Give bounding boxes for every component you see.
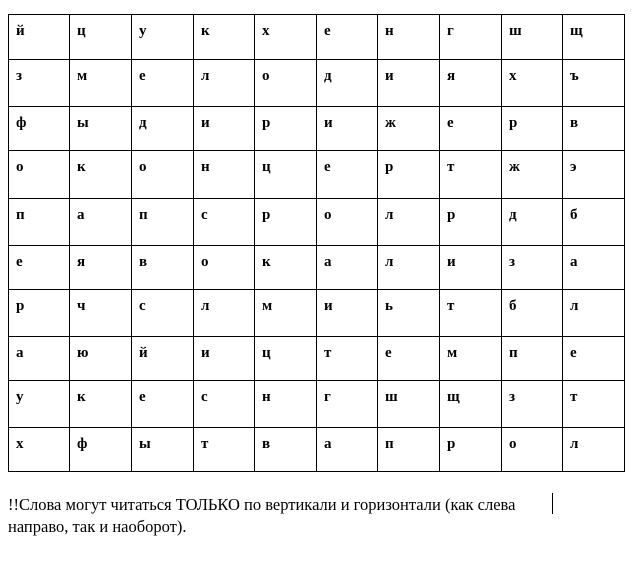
grid-letter: в bbox=[262, 436, 271, 452]
grid-letter: к bbox=[77, 159, 86, 175]
grid-cell bbox=[194, 337, 255, 381]
grid-letter: ф bbox=[16, 115, 27, 131]
grid-letter: я bbox=[77, 254, 86, 270]
grid-cell bbox=[132, 151, 194, 199]
grid-letter: р bbox=[262, 115, 271, 131]
grid-row bbox=[9, 199, 625, 246]
grid-letter: с bbox=[139, 298, 146, 314]
grid-cell bbox=[255, 60, 317, 107]
grid-row bbox=[9, 290, 625, 337]
grid-letter: к bbox=[201, 23, 210, 39]
grid-letter: ж bbox=[385, 115, 396, 131]
grid-letter: ш bbox=[385, 389, 398, 405]
grid-cell bbox=[563, 15, 625, 60]
grid-letter: т bbox=[324, 345, 332, 361]
grid-cell bbox=[378, 199, 440, 246]
grid-cell bbox=[194, 107, 255, 151]
grid-letter: п bbox=[509, 345, 518, 361]
grid-cell bbox=[440, 107, 502, 151]
grid-row bbox=[9, 337, 625, 381]
grid-cell bbox=[132, 290, 194, 337]
grid-letter: е bbox=[16, 254, 23, 270]
grid-letter: г bbox=[324, 389, 331, 405]
grid-letter: т bbox=[447, 159, 455, 175]
grid-cell bbox=[70, 60, 132, 107]
grid-letter: е bbox=[139, 68, 146, 84]
grid-cell bbox=[194, 151, 255, 199]
grid-letter: р bbox=[16, 298, 25, 314]
grid-letter: к bbox=[262, 254, 271, 270]
grid-letter: б bbox=[509, 298, 517, 314]
grid-letter: л bbox=[570, 298, 579, 314]
grid-letter: и bbox=[201, 345, 210, 361]
grid-cell bbox=[502, 246, 563, 290]
grid-letter: н bbox=[262, 389, 271, 405]
grid-letter: е bbox=[570, 345, 577, 361]
grid-letter: м bbox=[447, 345, 458, 361]
grid-row bbox=[9, 151, 625, 199]
grid-letter: а bbox=[570, 254, 578, 270]
grid-cell bbox=[9, 381, 70, 428]
grid-cell bbox=[132, 199, 194, 246]
grid-cell bbox=[502, 337, 563, 381]
grid-cell bbox=[378, 246, 440, 290]
grid-letter: ы bbox=[77, 115, 89, 131]
grid-cell bbox=[440, 60, 502, 107]
grid-letter: п bbox=[385, 436, 394, 452]
grid-cell bbox=[502, 151, 563, 199]
grid-letter: о bbox=[324, 207, 332, 223]
grid-cell bbox=[563, 428, 625, 472]
grid-cell bbox=[9, 60, 70, 107]
grid-letter: м bbox=[262, 298, 273, 314]
grid-letter: я bbox=[447, 68, 456, 84]
grid-letter: р bbox=[262, 207, 271, 223]
grid-cell bbox=[563, 337, 625, 381]
grid-cell bbox=[317, 337, 378, 381]
grid-cell bbox=[563, 381, 625, 428]
grid-letter: э bbox=[570, 159, 577, 175]
grid-cell bbox=[440, 15, 502, 60]
grid-cell bbox=[563, 60, 625, 107]
grid-cell bbox=[317, 428, 378, 472]
grid-cell bbox=[378, 151, 440, 199]
grid-letter: щ bbox=[570, 23, 583, 39]
grid-letter: п bbox=[16, 207, 25, 223]
grid-cell bbox=[317, 381, 378, 428]
grid-cell bbox=[132, 15, 194, 60]
grid-cell bbox=[378, 290, 440, 337]
grid-letter: х bbox=[16, 436, 24, 452]
grid-cell bbox=[70, 381, 132, 428]
grid-letter: т bbox=[201, 436, 209, 452]
grid-letter: а bbox=[324, 436, 332, 452]
grid-cell bbox=[255, 151, 317, 199]
instruction-note: !!Слова могут читаться ТОЛЬКО по вертикали и горизонтали (как слева направо, так и наоборот). bbox=[8, 495, 516, 536]
grid-cell bbox=[70, 199, 132, 246]
grid-letter: н bbox=[201, 159, 210, 175]
grid-letter: л bbox=[201, 298, 210, 314]
grid-cell bbox=[132, 107, 194, 151]
grid-cell bbox=[255, 337, 317, 381]
grid-letter: о bbox=[201, 254, 209, 270]
grid-letter: л bbox=[201, 68, 210, 84]
grid-cell bbox=[194, 15, 255, 60]
grid-letter: а bbox=[324, 254, 332, 270]
grid-letter: з bbox=[509, 254, 516, 270]
grid-letter: й bbox=[139, 345, 148, 361]
grid-letter: х bbox=[262, 23, 270, 39]
grid-letter: д bbox=[509, 207, 517, 223]
grid-cell bbox=[563, 290, 625, 337]
grid-cell bbox=[440, 428, 502, 472]
grid-cell bbox=[502, 428, 563, 472]
grid-letter: г bbox=[447, 23, 454, 39]
grid-letter: ы bbox=[139, 436, 151, 452]
grid-cell bbox=[9, 199, 70, 246]
grid-cell bbox=[502, 199, 563, 246]
grid-letter: ц bbox=[77, 23, 86, 39]
grid-cell bbox=[9, 151, 70, 199]
grid-letter: ю bbox=[77, 345, 89, 361]
grid-letter: м bbox=[77, 68, 88, 84]
grid-letter: щ bbox=[447, 389, 460, 405]
grid-cell bbox=[317, 199, 378, 246]
grid-letter: д bbox=[324, 68, 332, 84]
grid-letter: с bbox=[201, 389, 208, 405]
grid-cell bbox=[502, 107, 563, 151]
grid-row bbox=[9, 15, 625, 60]
grid-cell bbox=[440, 381, 502, 428]
grid-letter: е bbox=[139, 389, 146, 405]
grid-letter: е bbox=[324, 159, 331, 175]
grid-cell bbox=[317, 246, 378, 290]
grid-cell bbox=[9, 428, 70, 472]
grid-row bbox=[9, 428, 625, 472]
grid-cell bbox=[440, 290, 502, 337]
grid-cell bbox=[194, 381, 255, 428]
grid-cell bbox=[563, 151, 625, 199]
grid-row bbox=[9, 60, 625, 107]
grid-letter: о bbox=[262, 68, 270, 84]
grid-letter: е bbox=[447, 115, 454, 131]
grid-letter: с bbox=[201, 207, 208, 223]
grid-cell bbox=[317, 151, 378, 199]
grid-cell bbox=[70, 151, 132, 199]
grid-letter: з bbox=[16, 68, 23, 84]
grid-letter: х bbox=[509, 68, 517, 84]
grid-body bbox=[9, 15, 625, 472]
grid-cell bbox=[255, 290, 317, 337]
grid-cell bbox=[255, 199, 317, 246]
grid-letter: у bbox=[139, 23, 147, 39]
grid-cell bbox=[194, 199, 255, 246]
grid-letter: р bbox=[385, 159, 394, 175]
grid-cell bbox=[502, 381, 563, 428]
grid-cell bbox=[255, 107, 317, 151]
grid-letter: н bbox=[385, 23, 394, 39]
letter-grid bbox=[8, 14, 625, 472]
grid-cell bbox=[440, 246, 502, 290]
grid-letter: р bbox=[509, 115, 518, 131]
grid-cell bbox=[255, 15, 317, 60]
grid-letter: ц bbox=[262, 159, 271, 175]
grid-cell bbox=[378, 337, 440, 381]
grid-cell bbox=[9, 15, 70, 60]
grid-cell bbox=[378, 15, 440, 60]
grid-letter: и bbox=[324, 298, 333, 314]
grid-cell bbox=[378, 381, 440, 428]
grid-cell bbox=[9, 107, 70, 151]
grid-cell bbox=[194, 428, 255, 472]
grid-cell bbox=[502, 15, 563, 60]
grid-cell bbox=[9, 246, 70, 290]
grid-cell bbox=[70, 107, 132, 151]
grid-cell bbox=[194, 290, 255, 337]
grid-letter: л bbox=[570, 436, 579, 452]
grid-letter: у bbox=[16, 389, 24, 405]
grid-cell bbox=[440, 337, 502, 381]
grid-letter: к bbox=[77, 389, 86, 405]
grid-letter: ш bbox=[509, 23, 522, 39]
grid-cell bbox=[132, 60, 194, 107]
grid-cell bbox=[255, 381, 317, 428]
grid-cell bbox=[378, 107, 440, 151]
grid-cell bbox=[132, 246, 194, 290]
grid-letter: и bbox=[324, 115, 333, 131]
grid-letter: р bbox=[447, 207, 456, 223]
grid-cell bbox=[563, 246, 625, 290]
grid-cell bbox=[317, 60, 378, 107]
grid-cell bbox=[9, 337, 70, 381]
grid-letter: ф bbox=[77, 436, 88, 452]
grid-letter: р bbox=[447, 436, 456, 452]
grid-letter: о bbox=[16, 159, 24, 175]
grid-letter: в bbox=[139, 254, 148, 270]
grid-row bbox=[9, 246, 625, 290]
grid-letter: т bbox=[570, 389, 578, 405]
grid-letter: и bbox=[447, 254, 456, 270]
grid-letter: б bbox=[570, 207, 578, 223]
grid-letter: п bbox=[139, 207, 148, 223]
grid-cell bbox=[194, 60, 255, 107]
grid-cell bbox=[70, 246, 132, 290]
grid-letter: ъ bbox=[570, 68, 579, 84]
grid-cell bbox=[132, 428, 194, 472]
grid-letter: о bbox=[139, 159, 147, 175]
grid-letter: о bbox=[509, 436, 517, 452]
grid-cell bbox=[70, 428, 132, 472]
grid-cell bbox=[194, 246, 255, 290]
grid-cell bbox=[317, 107, 378, 151]
grid-row bbox=[9, 107, 625, 151]
grid-cell bbox=[70, 15, 132, 60]
grid-cell bbox=[70, 290, 132, 337]
grid-letter: л bbox=[385, 254, 394, 270]
grid-letter: ж bbox=[509, 159, 520, 175]
grid-letter: и bbox=[201, 115, 210, 131]
grid-letter: а bbox=[77, 207, 85, 223]
grid-letter: ч bbox=[77, 298, 86, 314]
grid-letter: и bbox=[385, 68, 394, 84]
grid-cell bbox=[378, 428, 440, 472]
grid-letter: т bbox=[447, 298, 455, 314]
grid-letter: л bbox=[385, 207, 394, 223]
grid-letter: з bbox=[509, 389, 516, 405]
grid-cell bbox=[563, 107, 625, 151]
grid-cell bbox=[255, 246, 317, 290]
grid-cell bbox=[440, 151, 502, 199]
grid-cell bbox=[255, 428, 317, 472]
grid-cell bbox=[132, 381, 194, 428]
grid-letter: ц bbox=[262, 345, 271, 361]
grid-cell bbox=[502, 290, 563, 337]
grid-letter: е bbox=[385, 345, 392, 361]
grid-cell bbox=[440, 199, 502, 246]
grid-letter: д bbox=[139, 115, 147, 131]
grid-letter: е bbox=[324, 23, 331, 39]
grid-cell bbox=[502, 60, 563, 107]
grid-cell bbox=[317, 15, 378, 60]
grid-cell bbox=[132, 337, 194, 381]
grid-letter: в bbox=[570, 115, 579, 131]
grid-letter: й bbox=[16, 23, 25, 39]
grid-cell bbox=[9, 290, 70, 337]
grid-letter: а bbox=[16, 345, 24, 361]
grid-cell bbox=[317, 290, 378, 337]
grid-row bbox=[9, 381, 625, 428]
grid-cell bbox=[70, 337, 132, 381]
grid-cell bbox=[563, 199, 625, 246]
grid-cell bbox=[378, 60, 440, 107]
grid-letter: ь bbox=[385, 298, 393, 314]
text-cursor bbox=[552, 493, 553, 514]
